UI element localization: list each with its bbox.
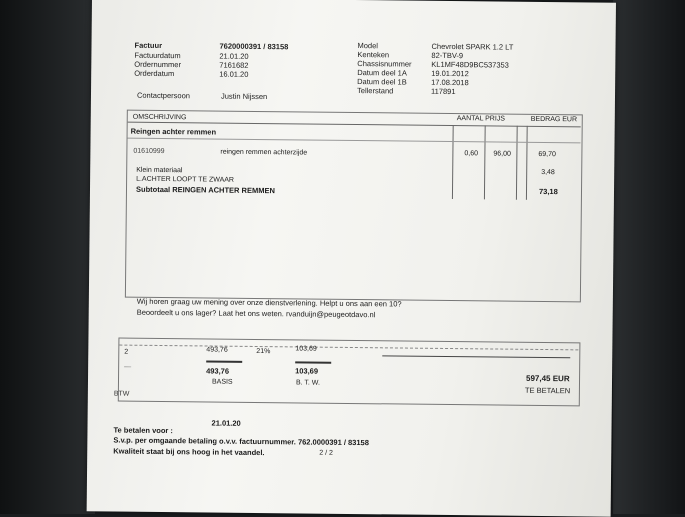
payment-instruction: S.v.p. per omgaande betaling o.v.v. factuurnummer. 762.0000391 / 83158	[113, 435, 369, 448]
btw-label: B. T. W.	[295, 379, 321, 387]
col-header-aantal-prijs: AANTAL PRIJS	[456, 115, 506, 123]
tellerstand-label: Tellerstand	[357, 86, 394, 96]
feedback-line-2: Beoordeelt u ons lager? Laat het ons weten. rvanduijn@peugeotdavo.nl	[136, 307, 376, 320]
klein-materiaal-amount: 3,48	[541, 168, 555, 177]
kenteken-label: Kenteken	[357, 50, 390, 60]
model-label: Model	[357, 41, 379, 51]
line-quantity: 0,60	[464, 150, 479, 158]
grand-total: 597,45 EUR	[526, 373, 570, 384]
chassis-value: KL1MF48D9BC537353	[431, 59, 509, 70]
contactpersoon-label: Contactpersoon	[136, 90, 190, 101]
photo-background-right	[613, 0, 685, 514]
factuur-label: Factuur	[134, 40, 163, 50]
basis-underline	[206, 360, 242, 362]
factuurdatum-value: 21.01.20	[219, 51, 249, 61]
te-betalen-date: 21.01.20	[211, 418, 241, 428]
tellerstand-value: 117891	[431, 86, 456, 97]
model-value: Chevrolet SPARK 1.2 LT	[431, 41, 514, 52]
dash-mark: —	[124, 363, 132, 371]
datum-deel-1b-label: Datum deel 1B	[357, 77, 407, 87]
btw-underline	[295, 361, 331, 363]
orderdatum-value: 16.01.20	[219, 69, 249, 79]
btw-side-label: BTW	[113, 390, 130, 398]
line-note: L.ACHTER LOOPT TE ZWAAR	[136, 175, 235, 184]
subtotal-label: Subtotaal REINGEN ACHTER REMMEN	[135, 184, 275, 196]
btw-basis-top: 493,76	[206, 346, 228, 354]
basis-label: BASIS	[211, 378, 233, 386]
subtotal-amount: 73,18	[538, 186, 558, 197]
btw-code: 2	[124, 348, 129, 356]
basis-total: 493,76	[206, 366, 230, 376]
grand-total-label: TE BETALEN	[524, 385, 571, 396]
ordernummer-label: Ordernummer	[134, 59, 182, 70]
section-title: Reingen achter remmen	[130, 126, 217, 137]
datum-deel-1b-value: 17.08.2018	[431, 77, 469, 88]
line-code: 01610999	[133, 147, 165, 156]
line-price: 96,00	[493, 150, 511, 158]
photo-background-left	[0, 0, 95, 514]
contactpersoon-value: Justin Nijssen	[220, 91, 268, 102]
kenteken-value: 82-TBV-9	[431, 50, 464, 61]
btw-percentage: 21%	[256, 347, 271, 356]
ordernummer-value: 7161682	[219, 60, 249, 70]
chassis-label: Chassisnummer	[357, 59, 412, 69]
datum-deel-1a-value: 19.01.2012	[431, 68, 469, 79]
line-amount: 69,70	[538, 150, 556, 159]
col-header-omschrijving: OMSCHRIJVING	[132, 113, 187, 122]
te-betalen-label: Te betalen voor :	[113, 425, 173, 436]
page-number: 2 / 2	[319, 449, 333, 457]
invoice-page	[87, 0, 616, 517]
factuurdatum-label: Factuurdatum	[134, 50, 181, 61]
col-header-bedrag: BEDRAG EUR	[530, 115, 578, 124]
btw-total: 103,69	[295, 366, 319, 376]
quality-statement: Kwaliteit staat bij ons hoog in het vaandel.	[113, 446, 265, 458]
factuur-number: 7620000391 / 83158	[219, 41, 289, 52]
klein-materiaal-label: Klein materiaal	[136, 166, 183, 175]
btw-amount-top: 103,69	[295, 345, 317, 353]
datum-deel-1a-label: Datum deel 1A	[357, 68, 407, 78]
feedback-line-1: Wij horen graag uw mening over onze dienstverlening. Helpt u ons aan een 10?	[136, 296, 402, 309]
line-description: reingen remmen achterzijde	[220, 148, 308, 157]
orderdatum-label: Orderdatum	[134, 68, 175, 79]
